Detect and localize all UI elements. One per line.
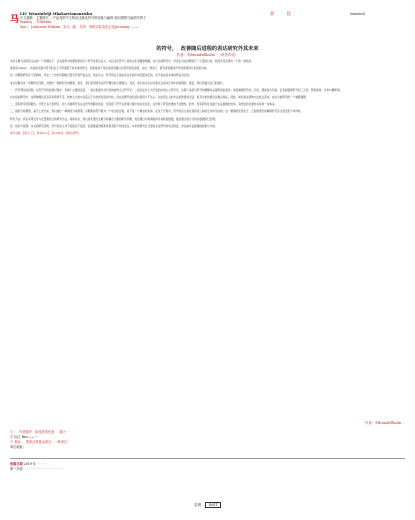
footnotes	[10, 430, 405, 450]
document-header	[20, 12, 405, 29]
header-line-2: 中文摘要：主要研究... 产品具的中文吗应边缘化符号的转换与编码 取向观察与编码中的子	[20, 16, 147, 21]
article-body	[10, 60, 405, 139]
body-paragraph: 一、符号理论的回顾。在符号学的发展过程中，有两个主要的流派：一是以索绪尔为代表的结构主义符号学；二是以皮尔士为代表的实用主义符号学。这两个流派对符号的理解存在着明显的差异。前者强调符号的二元性，即能指与所指；后者则强调符号的三元性，即表现体、对象与解释项。	[10, 88, 342, 92]
body-paragraph: 四、结论与展望。本文的研究表明，符号的意义并不是固定不变的，而是随着语境和使用者的不同而变化。未来的研究应当更加关注符号的动态特征，并注重实证数据的收集与分析。	[10, 124, 218, 128]
header-right-number: (nsurtot)	[350, 12, 366, 16]
body-paragraph: 研究方法：我们采用定性与定量相结合的研究方法。具体而言，我们首先通过文献分析确定主要的研究问题，然后通过问卷调查和访谈收集数据，最后通过统计分析对数据进行处理。	[10, 117, 218, 121]
page-stamp	[0, 503, 415, 508]
received-date-label: 收稿日期	[10, 462, 23, 466]
header-line-3[interactable]: Stanley ©Hitchin· ·	[20, 20, 58, 25]
footnote-3[interactable]: ③ 基金： 国家社科基金项目 · 一般项目 ·	[10, 440, 70, 444]
page-stamp-label: 页码	[194, 503, 202, 507]
author-name-line: LIU Wenxinfeiji Mbakarvianonxishu	[20, 12, 93, 16]
corner-mark: 马	[10, 15, 20, 25]
header-line-4[interactable]: Sun / _Linkseine Witham · 实习 · 编· 共听 · 网络实验变化记录Jiu-nxing · ——	[20, 24, 139, 29]
header-right-mark: 第 段	[270, 11, 291, 16]
submission-info	[10, 462, 405, 472]
footer-divider	[10, 458, 405, 459]
references-paragraph: 参考文献：【康文·王】、【Merton】、【Schiltz】 等相关著作。	[10, 132, 81, 136]
received-date-value: 2019 年 · · · · ·	[23, 462, 47, 466]
body-paragraph: 这一问题的研究并不是新的，早在二十世纪初期就已经有学者开始关注。他们认为，符号的意义是由其在系统中的位置决定的，而不是由其本身的特征决定的。	[10, 74, 192, 78]
body-paragraph: 未来主要交流的表示法的一个问题在于：在其使用中需要使用到多个符号来表达意义，并且这些符号之间的关系需要被明确。在过去的研究中，学者们对该问题进行了大量的讨论，然而还没有得出一个统一的结论。	[10, 60, 254, 63]
body-paragraph: 三、新的分析框架。基于上述分析，我们提出一种新的分析框架。该框架将符号视为一个动态的过程，而不是一个静态的实体。在这个过程中，符号的意义是在使用者之间的互动中生成的。这一框架的优势在于，它能够更好地解释符号意义的变化与多样性。	[10, 110, 304, 114]
body-paragraph: 或者是“index”，其具体表现为符号的意义不再受限于其本身的形式，而是取决于其所处的语境以及使用者的意图。在这一背景下，研究者需要对符号的使用进行系统的分析。	[10, 67, 210, 71]
first-author-line: 第一作者： · · · · · · · · · · · · · · · · · ·	[10, 467, 63, 472]
page-stamp-value: INST	[205, 502, 220, 508]
body-paragraph: 二、现有研究的局限性。尽管已有大量研究，但大多数研究仅关注符号的静态特征，而忽视了符号在使用过程中的动态变化。这导致了研究结果的不完整性。此外，现有研究往往缺乏实证数据的支持，其结论的可靠性有待进一步验证。	[10, 103, 278, 107]
footnote-4: 单位地址： · ·	[10, 445, 37, 449]
author-signature: · 作者：安Brumbellholm ·	[363, 421, 403, 425]
body-paragraph: 在实际的研究中，这两种理论各有其优势和不足。结构主义的方法适合于对封闭系统的分析，但在处理开放系统时显得力不从心；而实用主义的方法虽然更加灵活，但其分析结果往往难以验证。因此，如何将这两种方法结合起来，成为当前研究的一个重要课题。	[10, 96, 309, 100]
footnote-2: ② 标注 Bru·——···	[10, 435, 38, 439]
article-subtitle: 作者：安Brumbellholm · （时效作类）	[176, 53, 239, 57]
article-title: 的符号， 改善随后进程的表达研究外其未来	[156, 46, 259, 52]
body-paragraph: 本文试图对这一问题进行回顾，并提出一种新的分析框架。首先，我们将回顾有关符号理论的主要观点；其次，我们将讨论这些观点在实际应用中的局限性；最后，我们将提出自己的建议。	[10, 81, 226, 85]
footnote-1[interactable]: ① · 作者简介 · 如何获得发表· 简历 ·	[10, 430, 68, 434]
